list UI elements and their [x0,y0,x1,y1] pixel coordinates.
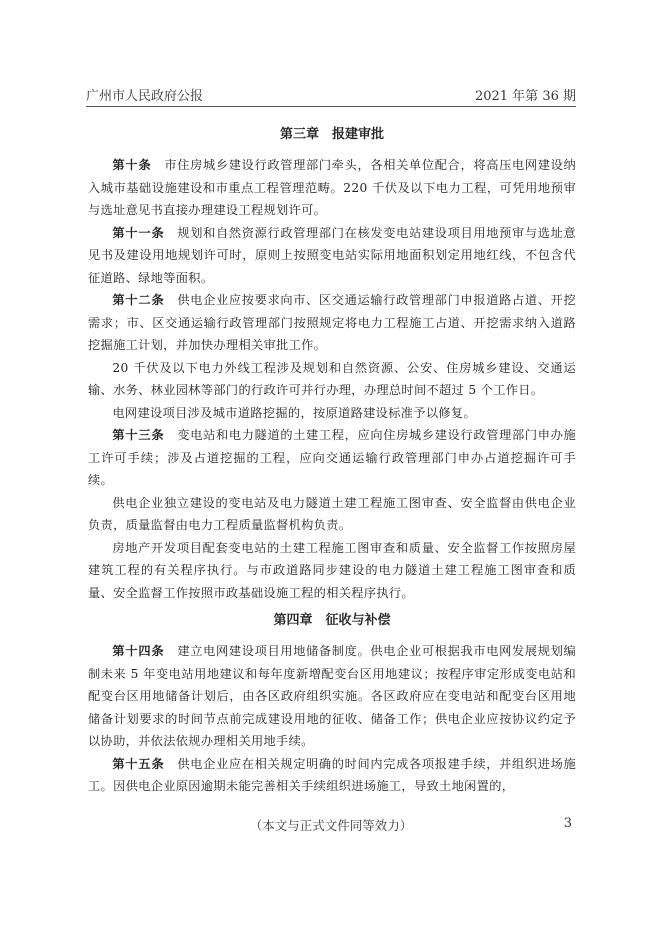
article-number: 第十五条 [112,756,165,771]
body-paragraph [88,402,576,425]
article-number: 第十四条 [112,644,165,658]
article-paragraph [88,640,576,753]
paragraph-text: 电网建设项目涉及城市道路挖掘的，按原道路建设标准予以修复。 [112,405,476,420]
article-paragraph [88,424,576,492]
article-text: 变电站和电力隧道的土建工程，应向住房城乡建设行政管理部门申办施工许可手续；涉及占道挖掘的工程，应向交通运输行政管理部门申办占道挖掘许可手续。 [88,428,576,487]
article-paragraph [88,289,576,357]
article-paragraph [88,753,576,798]
issue-number: 2021 年第 36 期 [474,89,576,104]
article-number: 第十二条 [112,293,165,307]
article-text: 规划和自然资源行政管理部门在核发变电站建设项目用地预审与选址意见书及建设用地规划许可时，原则上按照变电站实际用地面积划定用地红线，不包含代征道路、绿地等面积。 [88,225,576,285]
article-number: 第十条 [112,158,152,172]
article-text: 市住房城乡建设行政管理部门牵头，各相关单位配合，将高压电网建设纳入城市基础设施建设和市重点工程管理范畴。220 千伏及以下电力工程，可凭用地预审与选址意见书直接办理建设工程规划许可。 [88,158,576,217]
header-divider [86,106,576,107]
paragraph-text: 房地产开发项目配套变电站的土建工程施工图审查和质量、安全监督工作按照房屋建筑工程的有关程序执行。与市政道路同步建设的电力隧道土建工程施工图审查和质量、安全监督工作按照市政基础设施工程的相关程序执行。 [88,540,576,600]
chapter-title: 第四章 征收与补偿 [273,613,391,628]
page-header [86,84,576,104]
validity-note: （本文与正式文件同等效力） [249,818,413,833]
chapter-title: 第三章 报建审批 [279,127,384,142]
article-paragraph [88,154,576,222]
body-content [88,124,576,798]
article-number: 第十三条 [112,428,165,442]
article-paragraph [88,222,576,290]
publication-title: 广州市人民政府公报 [86,89,204,104]
body-paragraph [88,492,576,537]
paragraph-text: 供电企业独立建设的变电站及电力隧道土建工程施工图审查、安全监督由供电企业负责，质量监督由电力工程质量监督机构负责。 [88,495,576,532]
page-number: 3 [563,816,572,831]
body-paragraph [88,537,576,605]
article-number: 第十一条 [112,225,165,240]
article-text: 供电企业应在相关规定明确的时间内完成各项报建手续，并组织进场施工。因供电企业原因逾期未能完善相关手续组织进场施工，导致土地闲置的， [88,756,576,793]
paragraph-text: 20 千伏及以下电力外线工程涉及规划和自然资源、公安、住房城乡建设、交通运输、水务、林业园林等部门的行政许可并行办理，办理总时间不超过 5 个工作日。 [88,360,576,397]
article-text: 建立电网建设项目用地储备制度。供电企业可根据我市电网发展规划编制未来 5 年变电站用地建议和每年度新增配变台区用地建议；按程序审定形成变电站和配变台区用地储备计划后，由各区政府组织实施。各区政府应在变电站和配变台区用地储备计划要求的时间节点前完成建设用地的征收、储备工作；供电企业应按协议约定予以协助，并依法依规办理相关用地手续。 [88,644,576,748]
article-text: 供电企业应按要求向市、区交通运输行政管理部门申报道路占道、开挖需求；市、区交通运输行政管理部门按照规定将电力工程施工占道、开挖需求纳入道路挖掘施工计划，并加快办理相关审批工作。 [88,293,576,352]
page-footer [86,816,576,836]
body-paragraph [88,357,576,402]
